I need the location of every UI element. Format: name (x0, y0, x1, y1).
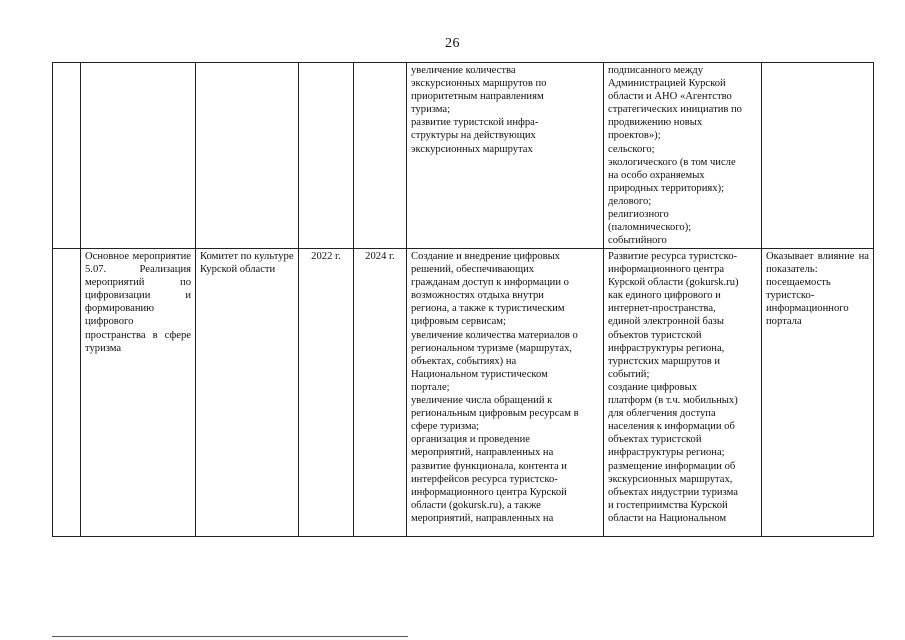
text-line: Администрацией Курской (608, 78, 726, 90)
text-line: цифровым сервисам; (411, 316, 506, 328)
text-line: природных территориях); (608, 182, 725, 194)
text-line: объектов туристской (608, 329, 702, 341)
text-line: туристских маршрутов и (608, 355, 721, 367)
start-year-cell (299, 63, 354, 249)
text-line: Национальном туристическом (411, 368, 548, 380)
measure-cell: Основное мероприятие 5.07. Реализация мероприятий по цифровизации и формированию цифрового пространства в сфере туризма (81, 249, 196, 537)
table-row (53, 63, 874, 249)
text-line: единой электронной базы (608, 316, 724, 328)
tasks-cell (407, 63, 604, 249)
directions-cell (604, 249, 762, 537)
text-line: региональном туризме (маршрутах, (411, 342, 573, 354)
text-line: мероприятий, направленных на (411, 447, 554, 459)
text-line: платформ (в т.ч. мобильных) (608, 395, 738, 407)
indicator-cell: Оказывает влияние на показатель: посещаемость туристско-информационного портала (762, 249, 874, 537)
text-line: (паломнического); (608, 222, 692, 234)
footer-divider (52, 636, 408, 637)
end-year-cell (354, 63, 407, 249)
text-line: объектах туристской (608, 434, 702, 446)
text-line: информационного центра (608, 264, 725, 276)
text-line: событийного (608, 235, 667, 247)
text-line: Курской области (gokursk.ru) (608, 277, 739, 289)
text-line: для облегчения доступа (608, 408, 716, 420)
text-line: подписанного между (608, 65, 703, 76)
text-line: региона, а также к туристическим (411, 303, 565, 315)
text-line: региональным цифровым ресурсам в (411, 408, 579, 420)
text-line: Создание и внедрение цифровых (411, 251, 560, 262)
text-line: портале; (411, 381, 450, 393)
table-row (53, 249, 874, 537)
text-line: увеличение количества (411, 65, 516, 76)
text-line: развитие туристской инфра- (411, 117, 539, 129)
text-line: области (gokursk.ru), а также (411, 499, 541, 511)
text-line: экскурсионных маршрутах (411, 143, 533, 155)
text-line: сфере туризма; (411, 421, 480, 433)
text-line: экологического (в том числе (608, 156, 736, 168)
text-line: области на Национальном (608, 512, 727, 524)
text-line: Развитие ресурса туристско- (608, 251, 738, 262)
text-line: приоритетным направлениям (411, 91, 544, 103)
measures-table (52, 62, 874, 537)
text-line: на особо охраняемых (608, 169, 705, 181)
text-line: мероприятий, направленных на (411, 512, 554, 524)
text-line: области и АНО «Агентство (608, 91, 732, 103)
empty-index-cell (53, 249, 81, 537)
executor-cell (196, 63, 299, 249)
text-line: туризма; (411, 104, 451, 116)
text-line: увеличение числа обращений к (411, 395, 553, 407)
text-line: объектах, событиях) на (411, 355, 517, 367)
text-line: инфраструктуры региона; (608, 447, 725, 459)
text-line: инфраструктуры региона, (608, 342, 725, 354)
text-line: и гостеприимства Курской (608, 499, 728, 511)
text-line: сельского; (608, 143, 655, 155)
text-line: интернет-пространства, (608, 303, 716, 315)
tasks-cell (407, 249, 604, 537)
end-year-cell: 2024 г. (354, 249, 407, 537)
executor-cell: Комитет по культуре Курской области (196, 249, 299, 537)
directions-cell (604, 63, 762, 249)
indicator-cell (762, 63, 874, 249)
text-line: решений, обеспечивающих (411, 264, 535, 276)
start-year-cell: 2022 г. (299, 249, 354, 537)
text-line: стратегических инициатив по (608, 104, 742, 116)
text-line: создание цифровых (608, 381, 697, 393)
text-line: как единого цифрового и (608, 290, 721, 302)
text-line: возможностях отдыха внутри (411, 290, 544, 302)
text-line: структуры на действующих (411, 130, 536, 142)
text-line: объектах индустрии туризма (608, 486, 738, 498)
text-line: увеличение количества материалов о (411, 329, 578, 341)
empty-index-cell (53, 63, 81, 249)
text-line: событий; (608, 368, 650, 380)
text-line: религиозного (608, 209, 669, 221)
text-line: делового; (608, 195, 652, 207)
text-line: проектов»); (608, 130, 661, 142)
text-line: размещение информации об (608, 460, 736, 472)
text-line: продвижению новых (608, 117, 703, 129)
page-number: 26 (445, 36, 460, 51)
text-line: населения к информации об (608, 421, 735, 433)
measure-cell (81, 63, 196, 249)
text-line: информационного центра Курской (411, 486, 567, 498)
text-line: организация и проведение (411, 434, 530, 446)
text-line: интерфейсов ресурса туристско- (411, 473, 558, 485)
text-line: экскурсионных маршрутах, (608, 473, 733, 485)
text-line: экскурсионных маршрутов по (411, 78, 547, 90)
text-line: гражданам доступ к информации о (411, 277, 569, 289)
text-line: развитие функционала, контента и (411, 460, 567, 472)
